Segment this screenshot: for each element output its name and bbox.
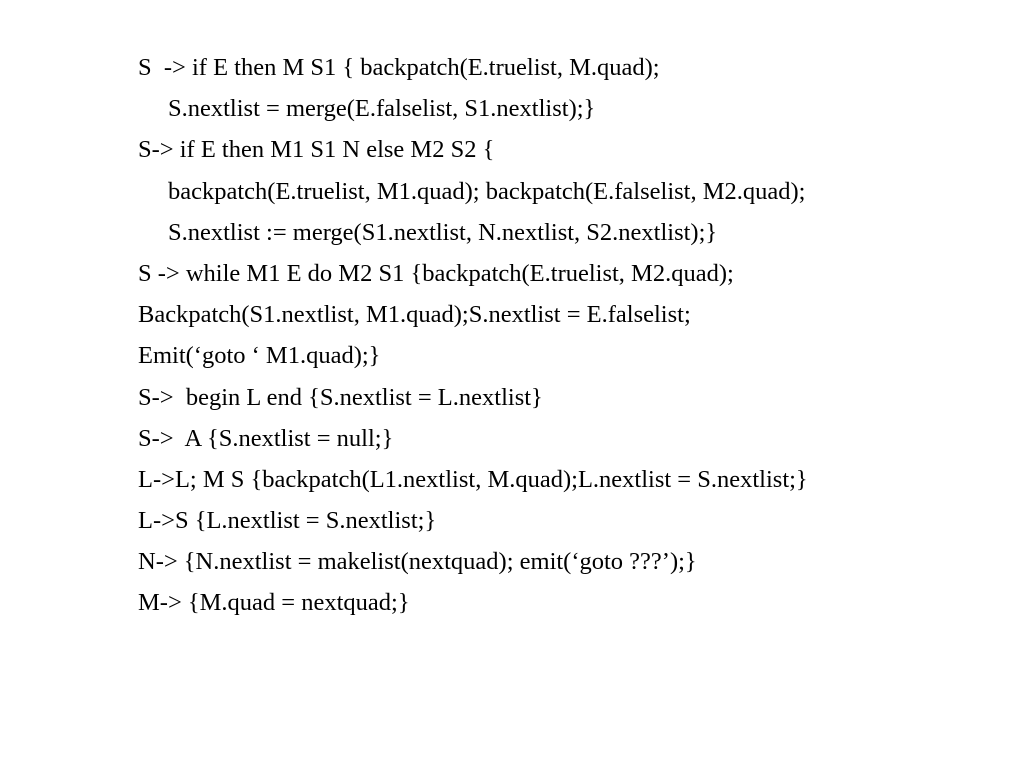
rule-line-while-cont-1: Backpatch(S1.nextlist, M1.quad);S.nextlist = E.falselist; (138, 301, 691, 329)
rule-line-if-then-else: S-> if E then M1 S1 N else M2 S2 { (138, 136, 495, 164)
rule-line-list-seq: L->L; M S {backpatch(L1.nextlist, M.quad);L.nextlist = S.nextlist;} (138, 465, 808, 493)
rule-line-m-marker: M-> {M.quad = nextquad;} (138, 589, 410, 617)
rule-line-if-then: S -> if E then M S1 { backpatch(E.truelist, M.quad); (138, 54, 660, 81)
rule-line-n-marker: N-> {N.nextlist = makelist(nextquad); emit(‘goto ???’);} (138, 548, 697, 576)
rule-line-while-cont-2: Emit(‘goto ‘ M1.quad);} (138, 342, 381, 370)
rule-line-assign: S-> A {S.nextlist = null;} (138, 424, 394, 452)
rule-line-if-then-cont: S.nextlist = merge(E.falselist, S1.nextlist);} (168, 95, 596, 123)
rule-line-while: S -> while M1 E do M2 S1 {backpatch(E.truelist, M2.quad); (138, 259, 734, 287)
rule-line-if-then-else-cont-2: S.nextlist := merge(S1.nextlist, N.nextlist, S2.nextlist);} (168, 218, 718, 246)
rules-text-block (138, 47, 998, 624)
rule-line-begin-end: S-> begin L end {S.nextlist = L.nextlist} (138, 383, 543, 411)
rule-line-list-single: L->S {L.nextlist = S.nextlist;} (138, 507, 437, 535)
rule-line-if-then-else-cont-1: backpatch(E.truelist, M1.quad); backpatch(E.falselist, M2.quad); (168, 177, 806, 205)
